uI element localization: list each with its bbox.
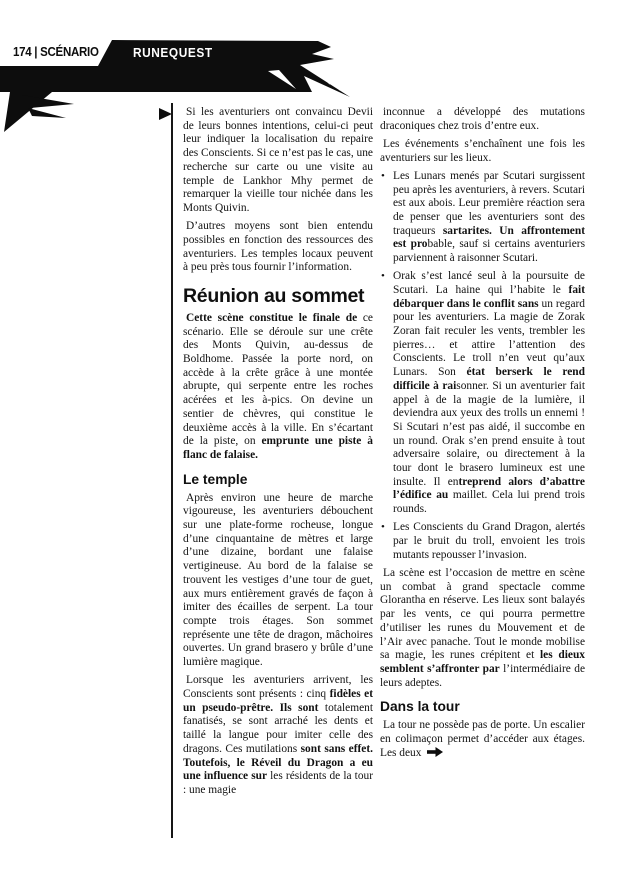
- paragraph: D’autres moyens sont bien entendu possibles en fonction des ressources des aventuriers. Les temples locaux peuvent à peu près tous fournir l’information.: [183, 220, 373, 274]
- section-heading: Réunion au sommet: [183, 284, 365, 307]
- paragraph: Cette scène constitue le finale de ce scénario. Elle se déroule sur une crête des Monts Quivin, au-dessus de Boldhome. Passée la porte nord, on accède à la crête grâce à une montée abrupte, qui serpente entre les roches acérées et les à-pics. On devine un sentier de chèvres, qui constitue le deuxième accès à la ville. En s’écartant de la piste, on emprunte une piste à flanc de falaise.: [183, 311, 373, 461]
- margin-rule: [171, 103, 173, 838]
- paragraph: Après environ une heure de marche vigoureuse, les aventuriers débouchent sur une plate-forme rocheuse, longue d’une cinquantaine de mètres et large d’une dizaine, bordant une falaise vertigineuse. Au bord de la falaise se trouvent les vestiges d’une tour de guet, aux murs entièrement gravés de façon à imiter des écailles de serpent. La tour compte trois étages. Son sommet représente une tête de dragon, mâchoires ouvertes. Un grand brasero y brûle d’une lumière magique.: [183, 491, 373, 669]
- paragraph: inconnue a développé des mutations draconiques chez trois d’entre eux.: [380, 106, 585, 132]
- right-column: [380, 106, 585, 765]
- paragraph: Les événements s’enchaînent une fois les aventuriers sur les lieux.: [380, 137, 585, 164]
- paragraph: Si les aventuriers ont convaincu Devii de leurs bonnes intentions, celui-ci peut leur indiquer la localisation du repaire des Conscients. Si ce n’est pas le cas, une recherche sur carte ou une visite au temple de Lankhor Mhy permet de remarquer la vieille tour nichée dans les Monts Quivin.: [183, 106, 373, 214]
- left-column: [183, 106, 373, 802]
- banner-title: RUNEQUEST: [133, 46, 213, 60]
- subsection-heading-tour: Dans la tour: [380, 699, 460, 715]
- paragraph-text: La tour ne possède pas de porte. Un escalier en colimaçon permet d’accéder aux étages. Les deux: [380, 719, 585, 759]
- page-number-label: 174 | SCÉNARIO: [13, 45, 99, 59]
- list-item: • Les Lunars menés par Scutari surgissent peu après les aventuriers, à revers. Scutari est aux abois. Leur première réaction sera de penser que les aventuriers sont des traqueurs sartarites. Un affrontement est probable, sauf si certains aventuriers parviennent à raisonner Scutari.: [380, 170, 585, 266]
- paragraph: Lorsque les aventuriers arrivent, les Conscients sont présents : cinq fidèles et un pseudo-prêtre. Ils sont totalement fanatisés, se sont arraché les dents et taillé la langue pour imiter celle des dragons. Ces mutilations sont sans effet. Toutefois, le Réveil du Dragon a eu une influence sur les résidents de la tour : une magie: [183, 674, 373, 796]
- subsection-heading-temple: Le temple: [183, 471, 248, 487]
- list-item: • Orak s’est lancé seul à la poursuite de Scutari. La haine qui l’habite le fait débarquer dans le conflit sans un regard pour les aventuriers. La magie de Zorak Zoran fait reculer les vents, trembler les pierres… et attire l’attention des Conscients. Le troll n’en veut qu’aux Lunars. Son état berserk le rend difficile à raisonner. Si un aventurier fait appel à de la magie de la lumière, il deviendra aux yeux des trolls un ennemi ! Si Scutari n’est pas aidé, il succombe en un round. Orak s’en prend ensuite à tout adversaire solaire, ou directement à la tour dont le brasero lumineux est une insulte. Il entreprend alors d’abattre l’édifice au maillet. Cela lui prend trois rounds.: [380, 270, 585, 517]
- continuation-arrow-icon: [427, 747, 443, 757]
- event-list: [380, 170, 585, 563]
- paragraph: La scène est l’occasion de mettre en scène un combat à grand spectacle comme Glorantha en réserve. Les lieux sont balayés par les vents, ce qui pourra permettre d’utiliser les runes du Mouvement et de l’Air avec panache. Tout le monde mobilise sa magie, les runes crépitent et les dieux semblent s’affronter par l’intermédiaire de leurs adeptes.: [380, 567, 585, 689]
- paragraph: [380, 719, 585, 760]
- list-item: • Les Conscients du Grand Dragon, alertés par le bruit du troll, envoient les trois mutants repousser l’invasion.: [380, 521, 585, 562]
